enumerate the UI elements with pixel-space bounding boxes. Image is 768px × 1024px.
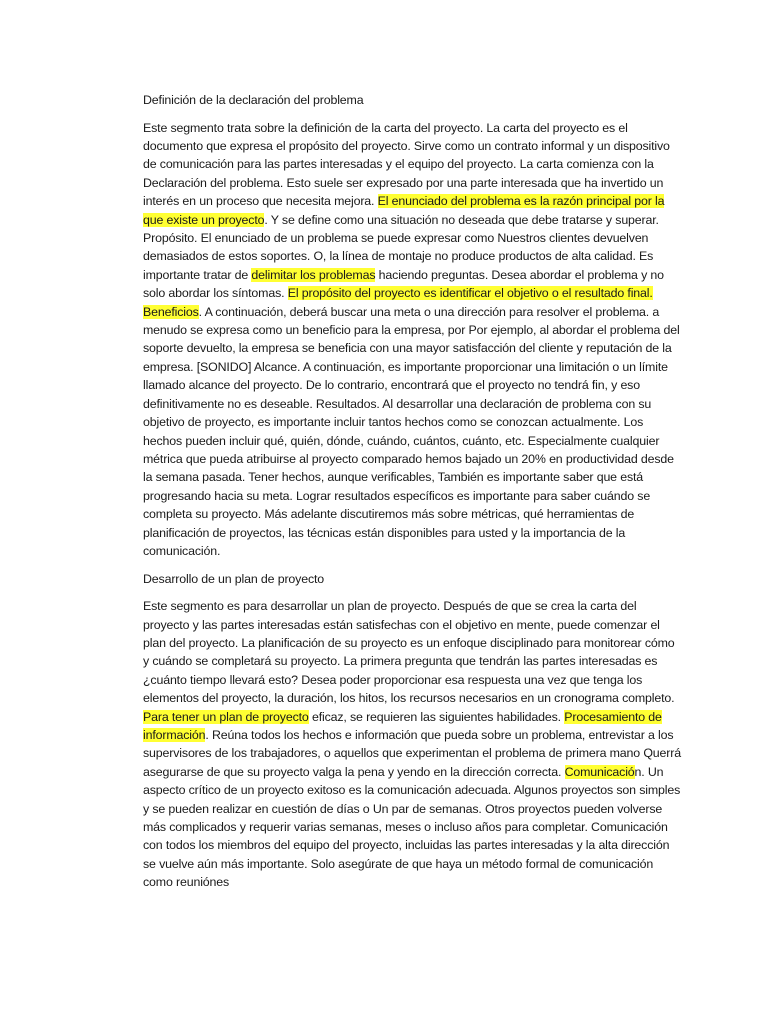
text-run: Este segmento es para desarrollar un plan de proyecto. Después de que se crea la carta del proyecto y las partes interesadas están satisfechas con el objetivo en mente, puede comenzar el plan del proyecto. La planificación de su proyecto es un enfoque disciplinado para monitorear cómo y cuándo se completará su proyecto. La primera pregunta que tendrán las partes interesadas es ¿cuánto tiempo llevará esto? Desea poder proporcionar esa respuesta una vez que tenga los elementos del proyecto, la duración, los hitos, los recursos necesarios en un cronograma completo. [143,599,675,706]
section-heading-project-plan: Desarrollo de un plan de proyecto [143,571,325,586]
paragraph-project-plan [143,597,681,892]
text-run: . Y se define como una situación no deseada que debe tratarse y superar. Propósito. El enunciado de un problema se puede expresar como Nuestros clientes devuelven demasiados de estos soportes. O, la línea de montaje no produce productos de alta calidad. Es importante tratar de [143,212,659,282]
section-heading-problem-statement: Definición de la declaración del problema [143,93,364,107]
highlighted-text: El propósito del proyecto es identificar el objetivo o el resultado final. Beneficios [143,286,653,319]
highlighted-text: Comunicació [564,764,635,779]
document-body [143,91,681,901]
highlighted-text: El enunciado del problema es la razón principal por la que existe un proyecto [143,194,665,227]
text-run: Este segmento trata sobre la definición de la carta del proyecto. La carta del proyecto es el documento que expresa el propósito del proyecto. Sirve como un contrato informal y un dispositivo de comunicación para las partes interesadas y el equipo del proyecto. La carta comienza con la Declaración del problema. Esto suele ser expresado por una parte interesada que ha invertido un interés en un proceso que necesita mejora. [143,120,670,209]
text-run: eficaz, se requieren las siguientes habilidades. [308,709,565,724]
paragraph-problem-statement [143,119,681,561]
highlighted-text: Para tener un plan de proyecto [143,709,309,724]
highlighted-text: Procesamiento de información [143,709,662,742]
text-run: n. Un aspecto crítico de un proyecto exitoso es la comunicación adecuada. Algunos proyectos son simples y se pueden realizar en cuestión de días o Un par de semanas. Otros proyectos pueden volverse más complicados y requerir varias semanas, meses o incluso años para completar. Comunicación con todos los miembros del equipo del proyecto, incluidas las partes interesadas y la alta dirección se vuelve aún más importante. Solo asegúrate de que haya un método formal de comunicación como reuniónes [143,764,681,890]
text-run: haciendo preguntas. Desea abordar el problema y no solo abordar los síntomas. [143,267,664,301]
text-run: . A continuación, deberá buscar una meta o una dirección para resolver el problema. a menudo se expresa como un beneficio para la empresa, por Por ejemplo, al abordar el problema del soporte devuelto, la empresa se beneficia con una mayor satisfacción del cliente y reputación de la empresa. [SONIDO] Alcance. A continuación, es importante proporcionar una limitación o un límite llamado alcance del proyecto. De lo contrario, encontrará que el proyecto no tendrá fin, y eso definitivamente no es deseable. Resultados. Al desarrollar una declaración de problema con su objetivo de proyecto, es importante incluir tantos hechos como se conozcan actualmente. Los hechos pueden incluir qué, quién, dónde, cuándo, cuántos, cuánto, etc. Especialmente cualquier métrica que pueda atribuirse al proyecto comparado hemos bajado un 20% en productividad desde la semana pasada. Tener hechos, aunque verificables, También es importante saber que está progresando hacia su meta. Lograr resultados específicos es importante para saber cuándo se completa su proyecto. Más adelante discutiremos más sobre métricas, qué herramientas de planificación de proyectos, las técnicas están disponibles para usted y la importancia de la comunicación. [143,304,680,558]
highlighted-text: delimitar los problemas [251,267,376,282]
text-run: . Reúna todos los hechos e información que pueda sobre un problema, entrevistar a los supervisores de los trabajadores, o aquellos que experimentan el problema de primera mano Querrá asegurarse de que su proyecto valga la pena y yendo en la dirección correcta. [143,727,681,779]
